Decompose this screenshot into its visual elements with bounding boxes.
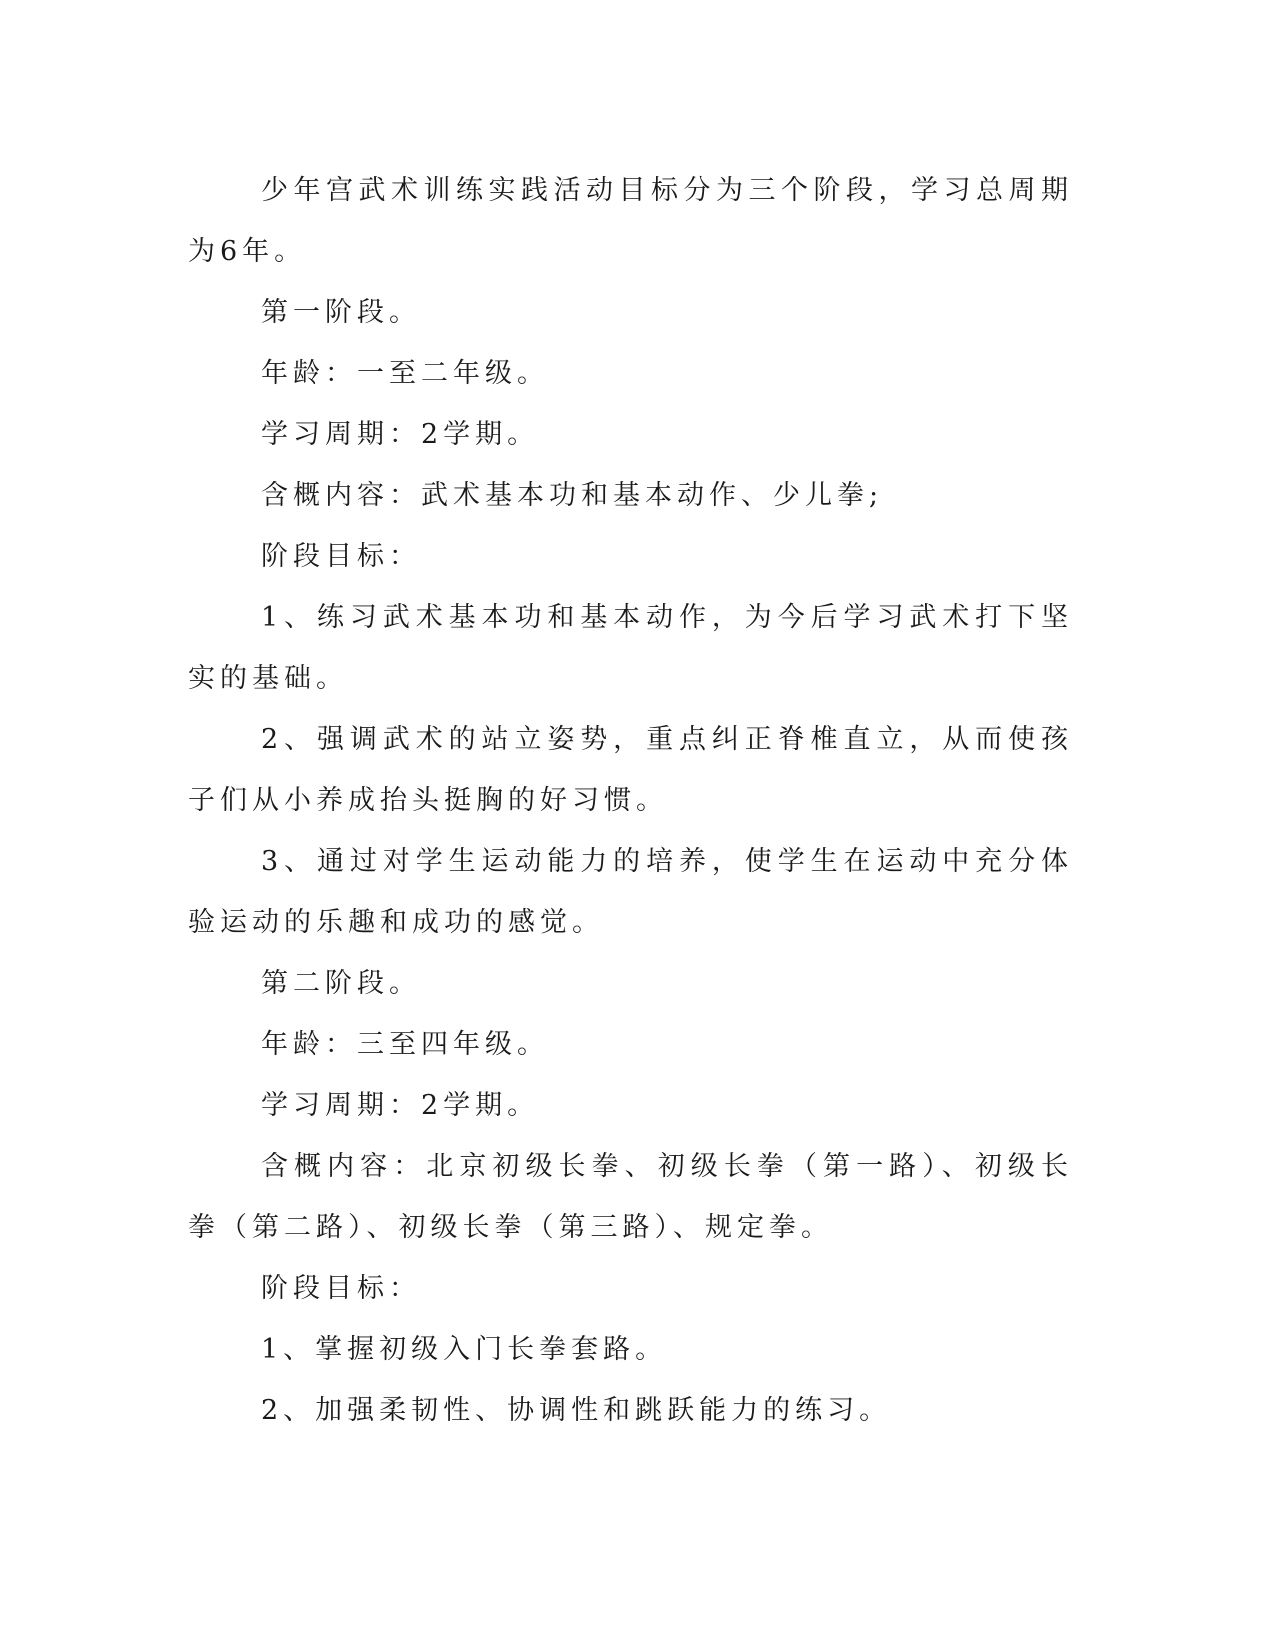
paragraph-stage-two-goal-1: 1、掌握初级入门长拳套路。 (261, 1334, 668, 1365)
paragraph-stage-one-goals-heading: 阶段目标： (261, 541, 421, 572)
paragraph-stage-two-age: 年龄：三至四年级。 (261, 1029, 549, 1060)
paragraph-stage-two-goal-2: 2、加强柔韧性、协调性和跳跃能力的练习。 (261, 1395, 892, 1426)
paragraph-stage-one-period: 学习周期：2学期。 (261, 419, 540, 450)
paragraph-stage-two-content: 含概内容：北京初级长拳、初级长拳（第一路）、初级长拳（第二路）、初级长拳（第三路）、规定拳。 (188, 1151, 1073, 1243)
paragraph-stage-one-heading: 第一阶段。 (261, 297, 421, 328)
paragraph-stage-one-content: 含概内容：武术基本功和基本动作、少儿拳; (261, 480, 884, 511)
paragraph-stage-one-goal-2: 2、强调武术的站立姿势，重点纠正脊椎直立，从而使孩子们从小养成抬头挺胸的好习惯。 (188, 724, 1073, 816)
paragraph-stage-two-goals-heading: 阶段目标： (261, 1273, 421, 1304)
paragraph-stage-one-goal-1: 1、练习武术基本功和基本动作，为今后学习武术打下坚实的基础。 (188, 602, 1073, 694)
paragraph-stage-overview: 少年宫武术训练实践活动目标分为三个阶段，学习总周期为6年。 (188, 175, 1073, 267)
document-body (188, 160, 1073, 1441)
paragraph-stage-one-age: 年龄：一至二年级。 (261, 358, 549, 389)
paragraph-stage-two-period: 学习周期：2学期。 (261, 1090, 540, 1121)
paragraph-stage-one-goal-3: 3、通过对学生运动能力的培养，使学生在运动中充分体验运动的乐趣和成功的感觉。 (188, 846, 1073, 938)
paragraph-stage-two-heading: 第二阶段。 (261, 968, 421, 999)
